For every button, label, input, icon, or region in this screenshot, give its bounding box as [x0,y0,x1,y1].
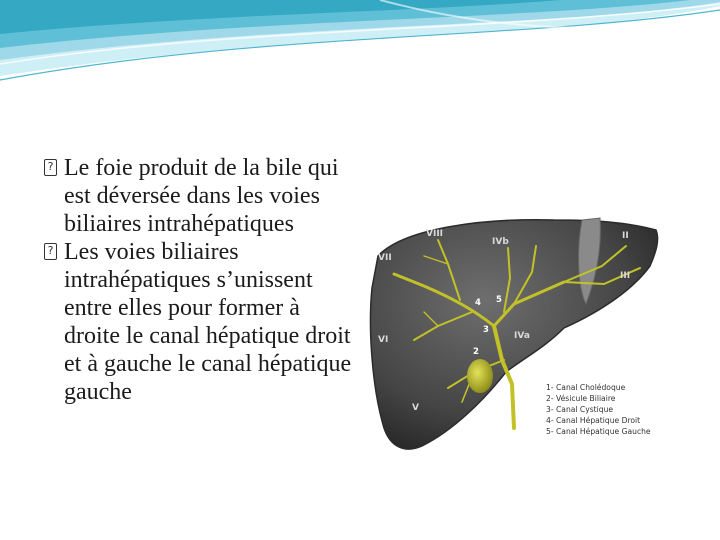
segment-label-vi: VI [378,335,389,345]
bullet-item-2 [44,238,356,406]
header-wave-decoration [0,0,720,90]
duct-number-1: 1 [515,373,521,383]
missing-glyph-icon: ? [44,243,57,260]
bullet-list [44,154,356,406]
segment-label-ii: II [622,231,629,241]
legend-item-2: 2- Vésicule Biliaire [546,394,616,403]
segment-label-iva: IVa [514,331,530,341]
figure-legend [546,382,651,437]
gallbladder [467,359,493,393]
bullet-item-1 [44,154,356,238]
segment-label-v: V [412,403,419,413]
missing-glyph-icon: ? [44,159,57,176]
duct-number-4: 4 [475,298,481,308]
duct-number-5: 5 [496,295,502,305]
segment-label-iii: III [620,271,631,281]
bullet-text-2: Les voies biliaires intrahépatiques s’unissent entre elles pour former à droite le canal hépatique droit et à gauche le canal hépatique gauche [64,239,352,405]
legend-item-3: 3- Canal Cystique [546,405,614,414]
segment-label-viii: VIII [426,229,444,239]
duct-number-3: 3 [483,325,489,335]
legend-item-4: 4- Canal Hépatique Droit [546,416,641,425]
segment-label-ivb: IVb [492,237,509,247]
segment-label-vii: VII [378,253,392,263]
legend-item-5: 5- Canal Hépatique Gauche [546,427,651,436]
legend-item-1: 1- Canal Cholédoque [546,383,626,392]
duct-number-2: 2 [473,347,479,357]
bullet-text-1: Le foie produit de la bile qui est déversée dans les voies biliaires intrahépatiques [64,155,339,237]
